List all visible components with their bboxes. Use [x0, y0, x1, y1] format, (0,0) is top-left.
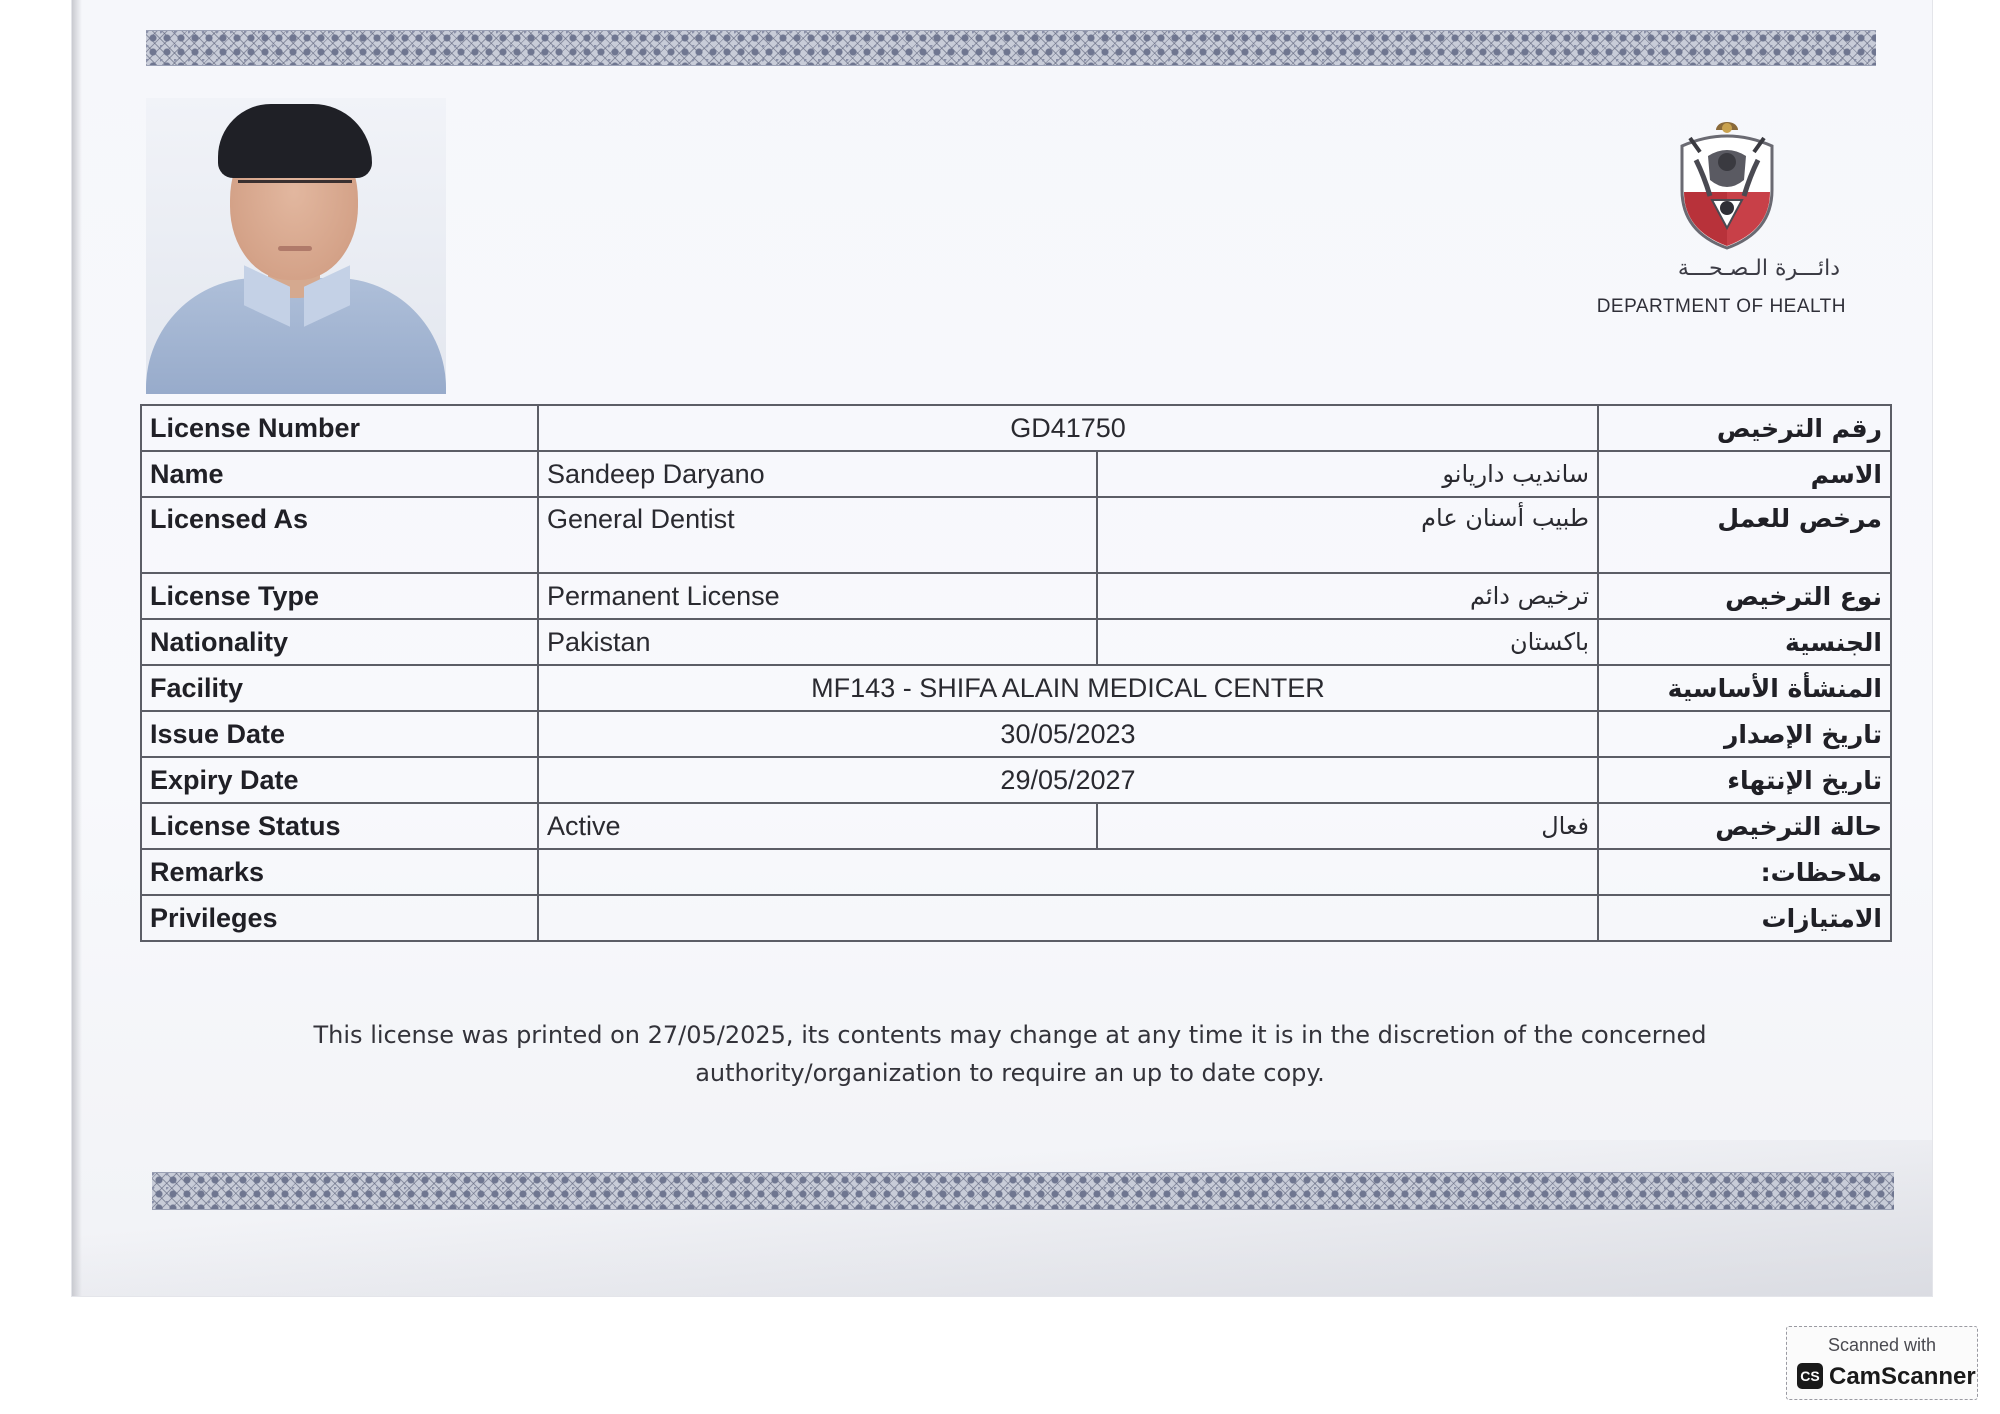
value-license-status-ar: فعال	[1097, 803, 1598, 849]
row-license-type	[141, 573, 1891, 619]
label-privileges-ar: الامتيازات	[1598, 895, 1891, 941]
sheet-edge-shadow	[72, 0, 82, 1296]
label-remarks-ar: ملاحظات:	[1598, 849, 1891, 895]
label-expiry-date-ar: تاريخ الإنتهاء	[1598, 757, 1891, 803]
value-license-type-ar: ترخيص دائم	[1097, 573, 1598, 619]
row-licensed-as	[141, 497, 1891, 573]
label-nationality: Nationality	[141, 619, 538, 665]
value-facility: MF143 - SHIFA ALAIN MEDICAL CENTER	[538, 665, 1598, 711]
label-license-type-ar: نوع الترخيص	[1598, 573, 1891, 619]
license-holder-photo	[146, 98, 446, 394]
value-name-ar: سانديب داريانو	[1097, 451, 1598, 497]
row-license-number	[141, 405, 1891, 451]
label-facility-ar: المنشأة الأساسية	[1598, 665, 1891, 711]
decorative-border-top	[146, 30, 1876, 66]
value-license-type-en: Permanent License	[538, 573, 1097, 619]
label-expiry-date: Expiry Date	[141, 757, 538, 803]
camscanner-watermark	[1786, 1326, 1978, 1400]
license-details-table	[140, 404, 1892, 942]
value-licensed-as-ar: طبيب أسنان عام	[1097, 497, 1598, 573]
camscanner-logo-icon: CS	[1797, 1363, 1823, 1389]
value-nationality-ar: باكستان	[1097, 619, 1598, 665]
label-nationality-ar: الجنسية	[1598, 619, 1891, 665]
label-license-number: License Number	[141, 405, 538, 451]
value-name-en: Sandeep Daryano	[538, 451, 1097, 497]
falcon-emblem-icon	[1660, 116, 1794, 252]
department-name-arabic: دائـــرة الـصـحـــة	[1677, 256, 1840, 281]
value-issue-date: 30/05/2023	[538, 711, 1598, 757]
value-license-number: GD41750	[538, 405, 1598, 451]
value-remarks	[538, 849, 1598, 895]
label-license-number-ar: رقم الترخيص	[1598, 405, 1891, 451]
row-expiry-date	[141, 757, 1891, 803]
scanned-with-label: Scanned with	[1827, 1335, 1937, 1355]
row-license-status	[141, 803, 1891, 849]
department-name-english: DEPARTMENT OF HEALTH	[1596, 296, 1846, 317]
label-license-status-ar: حالة الترخيص	[1598, 803, 1891, 849]
label-issue-date: Issue Date	[141, 711, 538, 757]
value-expiry-date: 29/05/2027	[538, 757, 1598, 803]
label-licensed-as: Licensed As	[141, 497, 538, 573]
value-license-status-en: Active	[538, 803, 1097, 849]
print-disclaimer	[270, 1016, 1750, 1092]
label-facility: Facility	[141, 665, 538, 711]
label-privileges: Privileges	[141, 895, 538, 941]
label-remarks: Remarks	[141, 849, 538, 895]
print-disclaimer-line-1: This license was printed on 27/05/2025, its contents may change at any time it is in the discretion of the concerned	[313, 1021, 1707, 1049]
row-remarks	[141, 849, 1891, 895]
value-privileges	[538, 895, 1598, 941]
label-name-ar: الاسم	[1598, 451, 1891, 497]
row-privileges	[141, 895, 1891, 941]
sheet-bottom-shade	[72, 1140, 1932, 1296]
row-name	[141, 451, 1891, 497]
label-license-type: License Type	[141, 573, 538, 619]
row-facility	[141, 665, 1891, 711]
label-license-status: License Status	[141, 803, 538, 849]
value-licensed-as-en: General Dentist	[538, 497, 1097, 573]
row-issue-date	[141, 711, 1891, 757]
value-nationality-en: Pakistan	[538, 619, 1097, 665]
print-disclaimer-line-2: authority/organization to require an up to date copy.	[695, 1059, 1325, 1087]
camscanner-name: CamScanner	[1829, 1363, 1976, 1390]
decorative-border-bottom	[152, 1172, 1894, 1210]
label-name: Name	[141, 451, 538, 497]
label-licensed-as-ar: مرخص للعمل	[1598, 497, 1891, 573]
row-nationality	[141, 619, 1891, 665]
label-issue-date-ar: تاريخ الإصدار	[1598, 711, 1891, 757]
